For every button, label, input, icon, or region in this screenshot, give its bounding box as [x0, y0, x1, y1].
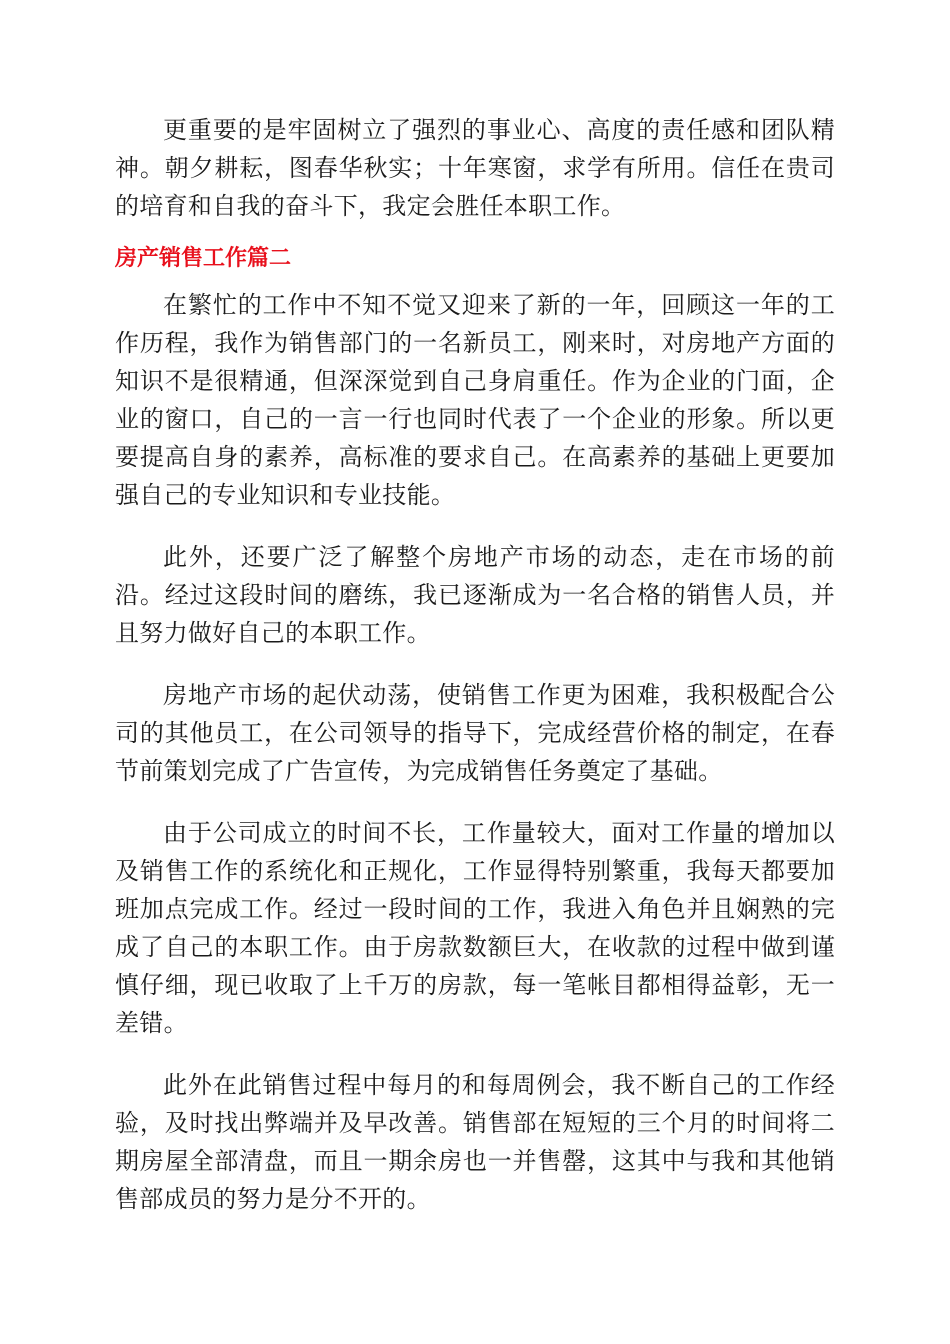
body-paragraph-1: 在繁忙的工作中不知不觉又迎来了新的一年，回顾这一年的工作历程，我作为销售部门的一名新员工，刚来时，对房地产方面的知识不是很精通，但深深觉到自己身肩重任。作为企业的门面，企业的窗口，自己的一言一行也同时代表了一个企业的形象。所以更要提高自身的素养，高标准的要求自己。在高素养的基础上更要加强自己的专业知识和专业技能。	[115, 291, 835, 509]
body-paragraph-2: 此外，还要广泛了解整个房地产市场的动态，走在市场的前沿。经过这段时间的磨练，我已逐渐成为一名合格的销售人员，并且努力做好自己的本职工作。	[115, 543, 835, 647]
section-heading: 房产销售工作篇二	[115, 246, 292, 271]
body-paragraph-5: 此外在此销售过程中每月的和每周例会，我不断自己的工作经验，及时找出弊端并及早改善。销售部在短短的三个月的时间将二期房屋全部清盘，而且一期余房也一并售罄，这其中与我和其他销售部成员的努力是分不开的。	[115, 1071, 835, 1213]
document-body	[115, 111, 835, 1218]
body-paragraph-4: 由于公司成立的时间不长，工作量较大，面对工作量的增加以及销售工作的系统化和正规化，工作显得特别繁重，我每天都要加班加点完成工作。经过一段时间的工作，我进入角色并且娴熟的完成了自己的本职工作。由于房款数额巨大，在收款的过程中做到谨慎仔细，现已收取了上千万的房款，每一笔帐目都相得益彰，无一差错。	[115, 819, 835, 1037]
continuation-paragraph: 更重要的是牢固树立了强烈的事业心、高度的责任感和团队精神。朝夕耕耘，图春华秋实；十年寒窗，求学有所用。信任在贵司的培育和自我的奋斗下，我定会胜任本职工作。	[115, 116, 835, 220]
body-paragraph-3: 房地产市场的起伏动荡，使销售工作更为困难，我积极配合公司的其他员工，在公司领导的指导下，完成经营价格的制定，在春节前策划完成了广告宣传，为完成销售任务奠定了基础。	[115, 681, 835, 785]
